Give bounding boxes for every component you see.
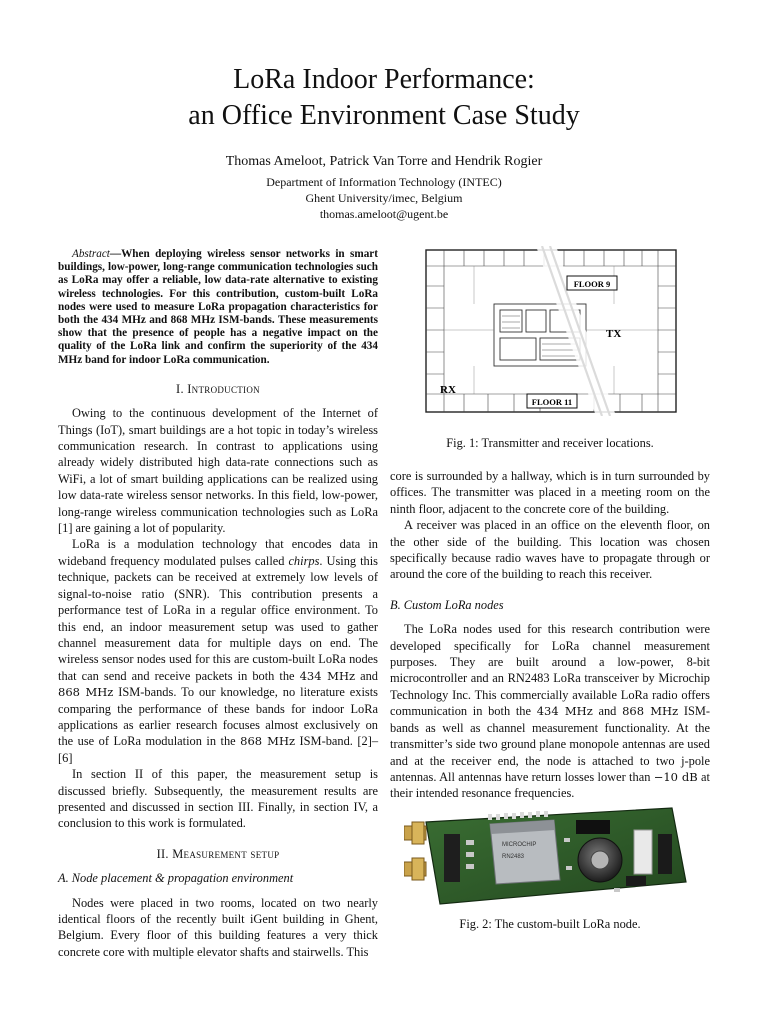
subsection-a-paragraph: Nodes were placed in two rooms, located on two nearly identical floors of the recently built iGent building in Ghent, Belgium. Every floor of this building features a very thick concrete core with multiple elevator shafts and stairwells. This (58, 895, 378, 959)
freq-868-b: 868 MHz (240, 734, 296, 749)
section-1-heading: I. Introduction (176, 381, 260, 396)
intro-paragraph-2 (58, 536, 378, 766)
subsection-b-paragraph (390, 621, 710, 801)
title-line-1: LoRa Indoor Performance: (233, 64, 535, 95)
author-email[interactable]: thomas.ameloot@ugent.be (319, 207, 449, 221)
floor9-label: FLOOR 9 (573, 279, 611, 289)
affiliation-dept: Department of Information Technology (INTEC) (266, 175, 502, 189)
intro-p2-a: LoRa is a modulation technology that encodes data in wideband frequency modulated pulses called (58, 537, 378, 568)
right-paragraph-2: A receiver was placed in an office on the eleventh floor, on the other side of the building. This location was chosen specifically because radio waves have to propagate through or around the core of the building to reach this receiver. (390, 518, 710, 582)
subsection-a-heading: A. Node placement & propagation environment (58, 871, 294, 886)
title-line-2: an Office Environment Case Study (188, 100, 580, 131)
authors: Thomas Ameloot, Patrick Van Torre and Hendrik Rogier (225, 154, 543, 169)
subb-p1-b: and (592, 704, 623, 719)
intro-paragraph-3: In section II of this paper, the measurement setup is discussed briefly. Subsequently, the measurement results are presented and discussed in section III. Finally, in section IV, a conclusion to this work is formulated. (58, 767, 378, 831)
freq-868: 868 MHz (58, 685, 114, 700)
right-text-block-1 (390, 468, 710, 802)
intro-p2-c: and (355, 668, 378, 683)
figure-1-caption: Fig. 1: Transmitter and receiver locations. (446, 436, 654, 450)
subsection-b-heading: B. Custom LoRa nodes (390, 597, 504, 612)
intro-p2-d: ISM-bands. To our knowledge, no literature exists comparing the performance of these bands for indoor LoRa applications as earlier research focuses almost exclusively on the use of LoRa modulation in the (58, 685, 378, 749)
abstract-label: Abstract (72, 248, 110, 260)
abstract (58, 248, 378, 367)
right-paragraph-1: core is surrounded by a hallway, which is in turn surrounded by offices. The transmitter was placed in a meeting room on the ninth floor, adjacent to the concrete core of the building. (390, 469, 710, 516)
chirps-term: chirps (288, 553, 320, 568)
right-column (390, 0, 710, 1024)
floor-plan-figure (424, 246, 680, 416)
affiliation-univ: Ghent University/imec, Belgium (305, 191, 463, 205)
lora-node-photo (404, 804, 690, 908)
figure-2-caption: Fig. 2: The custom-built LoRa node. (459, 917, 641, 931)
rx-label: RX (440, 384, 456, 396)
intro-p2-b: . Using this technique, packets can be received at extremely low levels of signal-to-noise ratio (SNR). This contribution presents a performance test of LoRa in a regular office environment. To this end, an indoor measurement setup was used to gather channel measurement data for multiple days on end. The wireless sensor nodes used for this are custom-built LoRa nodes that can send and receive packets in both the (58, 553, 378, 683)
left-column (58, 248, 378, 960)
section-2-heading: II. Measurement setup (156, 846, 280, 861)
floor11-label: FLOOR 11 (531, 397, 573, 407)
board-brand-text: MICROCHIP (502, 842, 537, 848)
tx-label: TX (606, 328, 622, 340)
freq-434-b: 434 MHz (536, 704, 593, 719)
subb-p1-d: at their intended resonance frequencies. (390, 769, 710, 801)
board-chip-text: RN2483 (502, 854, 525, 860)
subb-p1-c: ISM-bands as well as channel measurement functionality. At the transmitter’s side two ground plane monopole antennas are used and at the receiver end, the node is attached to two j-pole antennas. All antennas have return losses lower than (390, 704, 711, 784)
intro-paragraph-1: Owing to the continuous development of the Internet of Things (IoT), smart buildings are a hot topic in today’s wireless communication research. In contrast to applications using already widely distributed high data-rate connections such as WiFi, a lot of smart building applications can be realized using low data-rate wireless sensor networks. In this field, low-power, long-range wireless communication technologies such as LoRa [1] are gaining a lot of popularity. (58, 406, 378, 536)
intro-p2-e: ISM-band. [2]–[6] (58, 734, 379, 765)
subb-p1-a: The LoRa nodes used for this research contribution were developed specifically for LoRa channel measurement purposes. They are built around a low-power, 8-bit microcontroller and an RN2483 LoRa transceiver by Microchip Technology Inc. This commercially available LoRa radio offers communication in both the (390, 622, 710, 719)
freq-868-c: 868 MHz (622, 704, 679, 719)
abstract-text: —When deploying wireless sensor networks in smart buildings, low-power, long-range communication technologies such as LoRa may offer a reliable, low data-rate alternative to existing wireless technologies. For this contribution, custom-built LoRa nodes were used to measure LoRa propagation characteristics for both the 434 MHz and 868 MHz ISM-bands. These measurements show that the presence of people has a negative impact on the quality of the LoRa link and confirm the superiority of the 434 MHz band for indoor LoRa communication. (58, 248, 378, 366)
return-loss-value: −10 dB (653, 769, 698, 784)
freq-434: 434 MHz (299, 668, 356, 683)
